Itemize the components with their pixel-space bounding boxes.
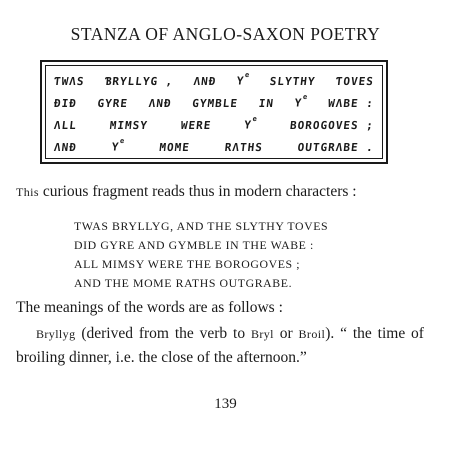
rune-line-4 <box>53 136 375 158</box>
rune-word: WΛBE : <box>327 96 375 110</box>
intro-lead-smallcaps: This <box>16 185 39 199</box>
definition-paragraph <box>16 322 424 369</box>
rune-word: ƁRYLLYG , <box>104 74 175 88</box>
rune-word: $Y^e$ <box>111 137 126 154</box>
intro-text: curious fragment reads thus in modern characters : <box>38 183 357 200</box>
rune-inscription-box <box>40 60 388 164</box>
definition-text: ). “ the time of broiling dinner, i.e. the close of the afternoon.” <box>16 325 424 366</box>
verb-bryl: Bryl <box>250 327 274 341</box>
verse-line: TWAS BRYLLYG, AND THE SLYTHY TOVES <box>74 219 329 233</box>
rune-word: OUTGRΛBE . <box>297 140 375 154</box>
rune-inscription-inner-border <box>45 65 383 159</box>
rune-word: ƬWΛS <box>53 74 86 88</box>
meanings-intro: The meanings of the words are as follows : <box>16 299 283 316</box>
rune-line-2 <box>53 92 375 114</box>
defined-word: Bryllyg <box>36 327 76 341</box>
verse-line: AND THE MOME RATHS OUTGRABE. <box>74 276 293 290</box>
rune-word: MIMSY <box>109 118 149 132</box>
rune-word: $Y^e$ <box>243 115 259 132</box>
rune-word: $Y^e$ <box>293 93 309 110</box>
rune-word: GYRE <box>96 96 129 110</box>
rune-word: MOME <box>158 140 191 154</box>
rune-word: ΛΝĐ <box>53 140 78 154</box>
rune-superscript: e <box>119 137 126 146</box>
rune-line-1 <box>53 70 375 92</box>
rune-word: RΛTHS <box>224 140 264 154</box>
page-number: 139 <box>214 396 237 412</box>
rune-word: WERE <box>180 118 213 132</box>
rune-word: BOROGOVES ; <box>289 118 375 132</box>
rune-word: GYMBLE <box>191 96 239 110</box>
modern-verse <box>74 217 328 293</box>
definition-text: (derived from the verb to <box>75 325 251 342</box>
rune-word: ÐIÐ <box>53 96 78 110</box>
intro-paragraph <box>16 183 357 201</box>
rune-superscript: e <box>252 115 259 124</box>
rune-word: IN <box>258 96 275 110</box>
definition-text: or <box>273 325 299 342</box>
verb-broil: Broil <box>298 327 326 341</box>
verse-line: ALL MIMSY WERE THE BOROGOVES ; <box>74 257 301 271</box>
page-heading: STANZA OF ANGLO-SAXON POETRY <box>70 24 381 44</box>
rune-word: $Y^e$ <box>236 71 251 88</box>
rune-word: ΛLL <box>53 118 78 132</box>
rune-superscript: e <box>302 93 309 102</box>
rune-word: ΛΝĐ <box>148 96 173 110</box>
rune-word: ƬOVES <box>335 74 375 88</box>
verse-line: DID GYRE AND GYMBLE IN THE WABE : <box>74 238 314 252</box>
rune-word: SLYTHY <box>269 74 317 88</box>
rune-superscript: e <box>244 71 251 80</box>
rune-line-3 <box>53 114 375 136</box>
rune-word: ΛΝĐ <box>192 74 218 88</box>
